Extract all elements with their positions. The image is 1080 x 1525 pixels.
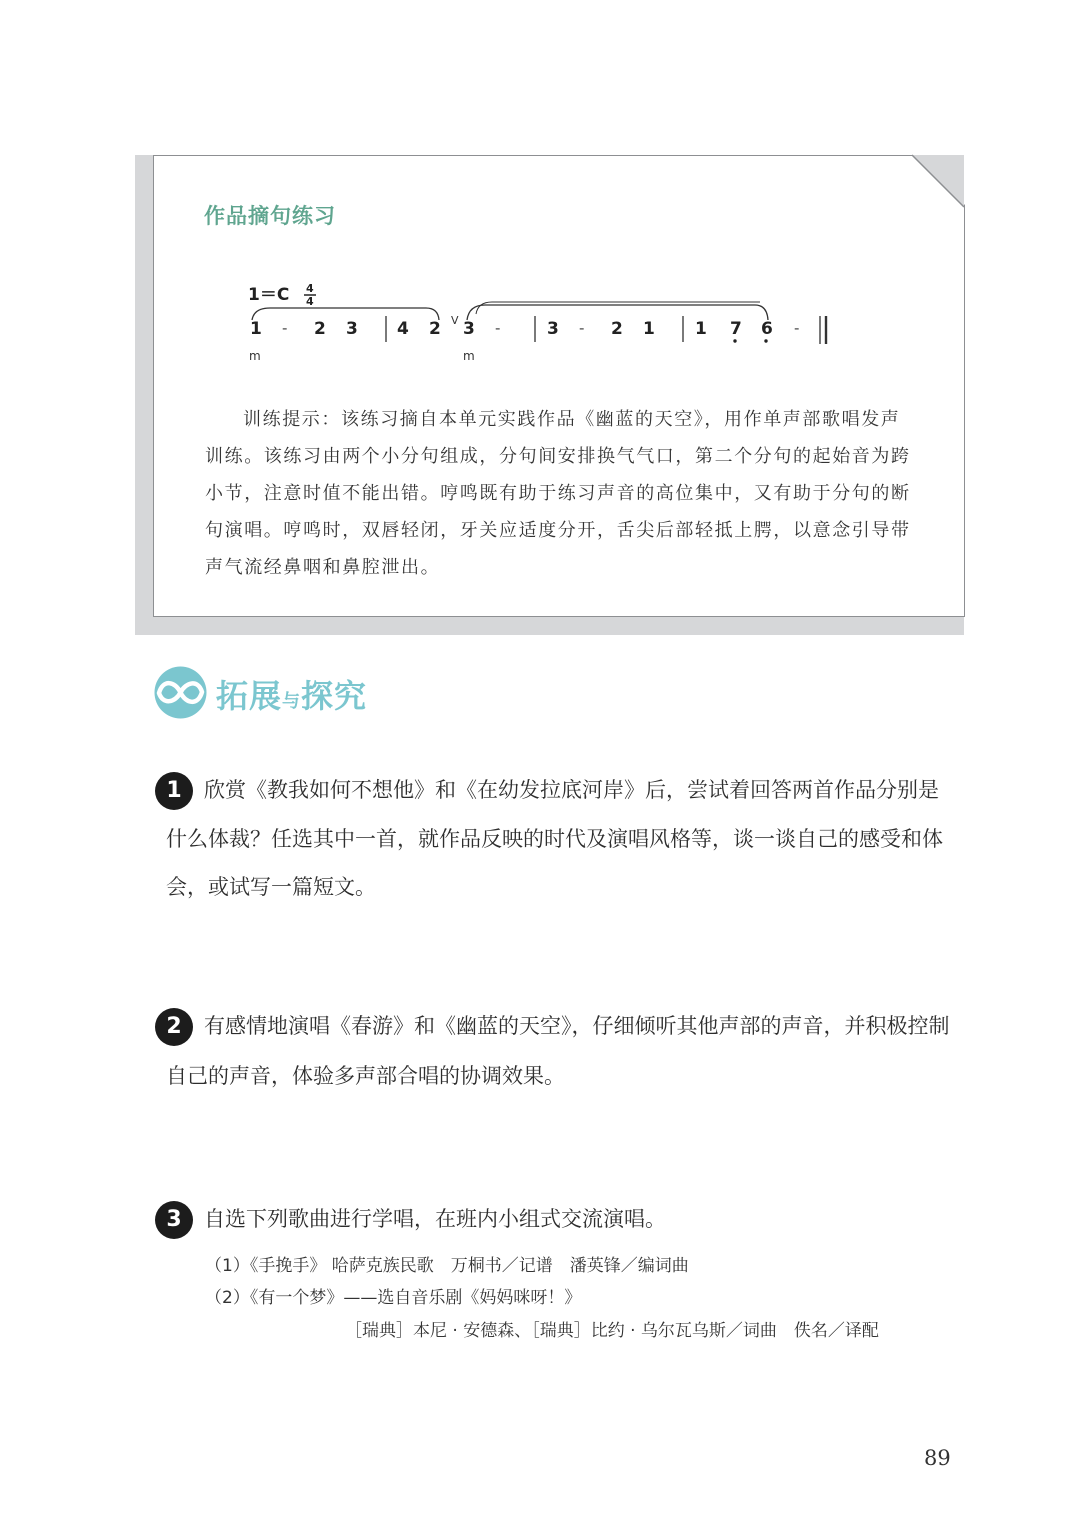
- card-title: 作品摘句练习: [204, 204, 336, 228]
- section-title-b: 探究: [301, 677, 368, 715]
- song-item-2-credits: ［瑞典］本尼 · 安德森、［瑞典］比约 · 乌尔瓦乌斯／词曲 佚名／译配: [345, 1321, 879, 1341]
- note: 7: [730, 319, 742, 339]
- note: 2: [429, 319, 441, 339]
- song-item-1: （1）《手挽手》 哈萨克族民歌 万桐书／记谱 潘英锋／编词曲: [205, 1256, 689, 1276]
- note: 1: [250, 319, 262, 339]
- question-2-line-1: 有感情地演唱《春游》和《幽蓝的天空》，仔细倾听其他声部的声音，并积极控制: [204, 1014, 950, 1038]
- time-signature-top: 4: [306, 282, 314, 295]
- key-signature: 1＝C: [248, 285, 290, 305]
- note: 3: [463, 319, 475, 339]
- breath-mark: V: [451, 314, 459, 327]
- dash: -: [579, 319, 585, 337]
- note: 4: [397, 319, 409, 339]
- section-logo-icon: [153, 665, 208, 720]
- section-title-mid: 与: [282, 691, 302, 712]
- slur-2-upper: [476, 302, 760, 314]
- page-number: 89: [924, 1446, 951, 1470]
- note: 3: [547, 319, 559, 339]
- note: 1: [695, 319, 707, 339]
- dash: -: [282, 319, 288, 337]
- question-2-line-2: 自己的声音，体验多声部合唱的协调效果。: [166, 1064, 565, 1088]
- question-number-2: 2: [155, 1008, 193, 1046]
- dash: -: [495, 319, 501, 337]
- question-number-3: 3: [155, 1201, 193, 1239]
- question-1-line-2: 什么体裁？任选其中一首，就作品反映的时代及演唱风格等，谈一谈自己的感受和体: [166, 827, 943, 851]
- note: 6: [761, 319, 773, 339]
- hum-mark: m: [249, 349, 261, 363]
- lower-octave-dot: [733, 339, 736, 342]
- time-signature-bottom: 4: [306, 295, 314, 308]
- dash: -: [794, 319, 800, 337]
- question-1-line-3: 会，或试写一篇短文。: [166, 875, 376, 899]
- slur-2: [467, 305, 768, 320]
- section-title: [216, 671, 367, 717]
- section-title-a: 拓展: [216, 677, 283, 715]
- numbered-notation: [240, 276, 850, 366]
- page-fold-corner: [911, 154, 965, 208]
- note: 3: [346, 319, 358, 339]
- hum-mark: m: [463, 349, 475, 363]
- question-1-line-1: 欣赏《教我如何不想他》和《在幼发拉底河岸》后，尝试着回答两首作品分别是: [204, 778, 939, 802]
- note: 1: [643, 319, 655, 339]
- song-item-2: （2）《有一个梦》——选自音乐剧《妈妈咪呀！》: [205, 1288, 582, 1308]
- question-3-line-1: 自选下列歌曲进行学唱，在班内小组式交流演唱。: [204, 1207, 666, 1231]
- question-number-1: 1: [155, 772, 193, 810]
- note: 2: [314, 319, 326, 339]
- training-hint: 训练提示：该练习摘自本单元实践作品《幽蓝的天空》，用作单声部歌唱发声训练。该练习由两个小分句组成，分句间安排换气气口，第二个分句的起始音为跨小节，注意时值不能出错。哼鸣既有助于练习声音的高位集中，又有助于分句的断句演唱。哼鸣时，双唇轻闭，牙关应适度分开，舌尖后部轻抵上腭，以意念引导带声气流经鼻咽和鼻腔泄出。: [205, 409, 911, 578]
- note: 2: [611, 319, 623, 339]
- lower-octave-dot: [764, 339, 767, 342]
